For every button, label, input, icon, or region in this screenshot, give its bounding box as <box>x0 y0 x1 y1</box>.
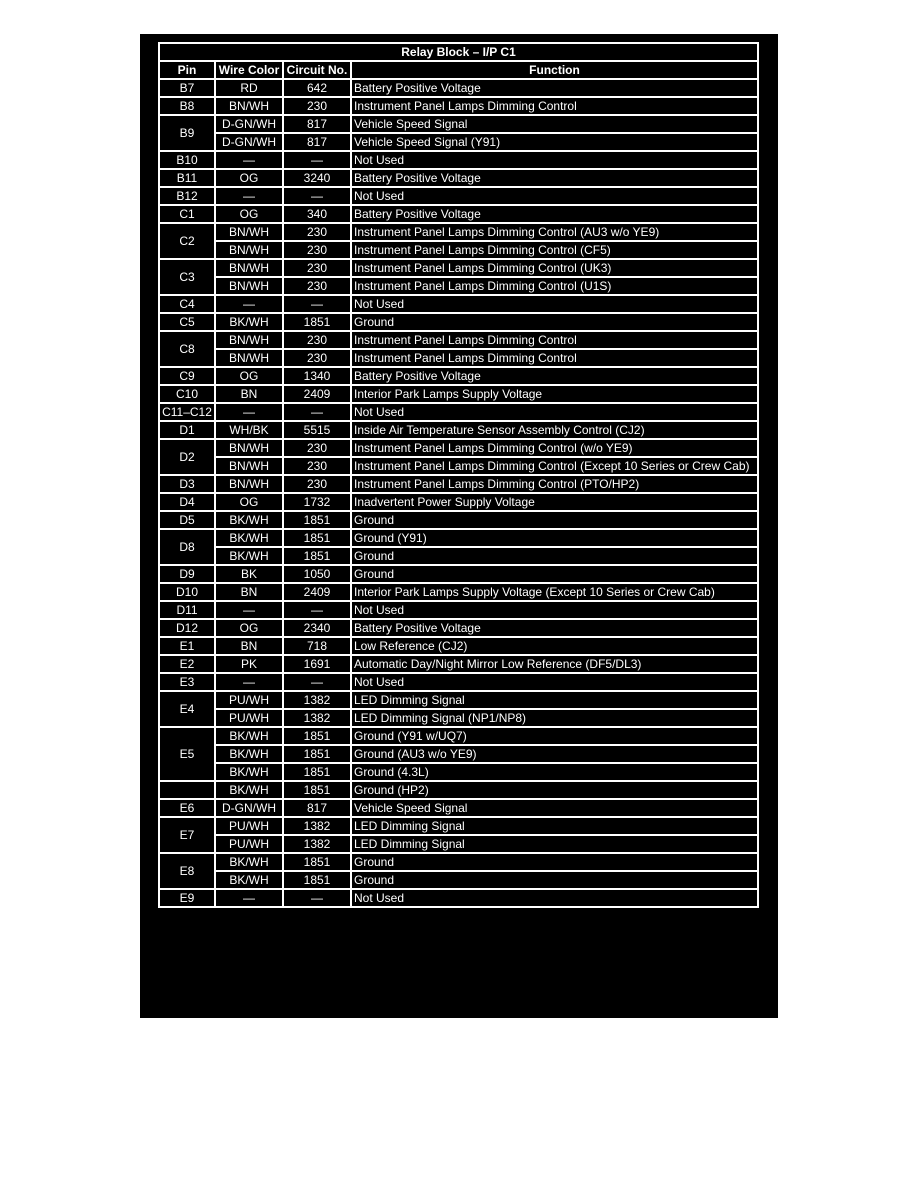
wire-color-cell: BN/WH <box>215 439 283 457</box>
pin-cell: C3 <box>159 259 215 295</box>
circuit-number-cell: 817 <box>283 115 351 133</box>
wire-color-cell: PU/WH <box>215 709 283 727</box>
pin-cell: E5 <box>159 727 215 781</box>
table-row <box>159 115 758 133</box>
function-cell: Not Used <box>351 295 758 313</box>
circuit-number-cell: — <box>283 187 351 205</box>
table-row <box>159 529 758 547</box>
wire-color-cell: — <box>215 673 283 691</box>
pin-cell: B10 <box>159 151 215 169</box>
wire-color-cell: BK/WH <box>215 511 283 529</box>
table-row <box>159 133 758 151</box>
wire-color-cell: BK/WH <box>215 727 283 745</box>
circuit-number-cell: 1382 <box>283 835 351 853</box>
circuit-number-cell: 2340 <box>283 619 351 637</box>
pin-cell <box>159 781 215 799</box>
circuit-number-cell: 230 <box>283 349 351 367</box>
function-cell: Not Used <box>351 601 758 619</box>
wire-color-cell: BN/WH <box>215 457 283 475</box>
wire-color-cell: BK <box>215 565 283 583</box>
function-cell: Ground <box>351 511 758 529</box>
table-body <box>159 79 758 907</box>
pin-cell: E6 <box>159 799 215 817</box>
circuit-number-cell: 1340 <box>283 367 351 385</box>
function-cell: Battery Positive Voltage <box>351 169 758 187</box>
table-row <box>159 763 758 781</box>
function-cell: Instrument Panel Lamps Dimming Control (PTO/HP2) <box>351 475 758 493</box>
wire-color-cell: BK/WH <box>215 547 283 565</box>
table-row <box>159 673 758 691</box>
pin-cell: C9 <box>159 367 215 385</box>
table-row <box>159 205 758 223</box>
function-cell: Instrument Panel Lamps Dimming Control (U1S) <box>351 277 758 295</box>
function-cell: Ground (4.3L) <box>351 763 758 781</box>
circuit-number-cell: 230 <box>283 277 351 295</box>
wire-color-cell: RD <box>215 79 283 97</box>
circuit-number-cell: 1382 <box>283 817 351 835</box>
table-row <box>159 259 758 277</box>
wire-color-cell: BN/WH <box>215 259 283 277</box>
function-cell: Instrument Panel Lamps Dimming Control (AU3 w/o YE9) <box>351 223 758 241</box>
circuit-number-cell: 1382 <box>283 709 351 727</box>
function-cell: Ground (HP2) <box>351 781 758 799</box>
function-cell: Ground <box>351 547 758 565</box>
pin-cell: C8 <box>159 331 215 367</box>
circuit-number-cell: 1050 <box>283 565 351 583</box>
pin-cell: B7 <box>159 79 215 97</box>
pin-cell: D3 <box>159 475 215 493</box>
table-row <box>159 223 758 241</box>
function-cell: Instrument Panel Lamps Dimming Control <box>351 97 758 115</box>
function-cell: Inadvertent Power Supply Voltage <box>351 493 758 511</box>
pin-cell: D1 <box>159 421 215 439</box>
function-cell: Vehicle Speed Signal <box>351 115 758 133</box>
wire-color-cell: PU/WH <box>215 835 283 853</box>
table-row <box>159 277 758 295</box>
wire-color-cell: BN <box>215 583 283 601</box>
function-cell: Ground <box>351 871 758 889</box>
table-row <box>159 385 758 403</box>
table-row <box>159 169 758 187</box>
table-row <box>159 421 758 439</box>
table-row <box>159 493 758 511</box>
function-cell: LED Dimming Signal <box>351 817 758 835</box>
table-row <box>159 511 758 529</box>
circuit-number-cell: 230 <box>283 223 351 241</box>
function-cell: Ground (AU3 w/o YE9) <box>351 745 758 763</box>
table-row <box>159 583 758 601</box>
function-cell: Battery Positive Voltage <box>351 619 758 637</box>
table-row <box>159 781 758 799</box>
function-cell: Instrument Panel Lamps Dimming Control (UK3) <box>351 259 758 277</box>
function-cell: Automatic Day/Night Mirror Low Reference (DF5/DL3) <box>351 655 758 673</box>
circuit-number-cell: 2409 <box>283 583 351 601</box>
header-function: Function <box>351 61 758 79</box>
wire-color-cell: PK <box>215 655 283 673</box>
pin-cell: E1 <box>159 637 215 655</box>
wire-color-cell: — <box>215 889 283 907</box>
table-row <box>159 727 758 745</box>
wire-color-cell: BK/WH <box>215 853 283 871</box>
function-cell: Not Used <box>351 889 758 907</box>
pin-cell: E7 <box>159 817 215 853</box>
table-row <box>159 457 758 475</box>
wire-color-cell: D-GN/WH <box>215 115 283 133</box>
title-row <box>159 43 758 61</box>
circuit-number-cell: 230 <box>283 331 351 349</box>
wire-color-cell: BN/WH <box>215 277 283 295</box>
table-row <box>159 889 758 907</box>
wire-color-cell: WH/BK <box>215 421 283 439</box>
wire-color-cell: — <box>215 151 283 169</box>
wire-color-cell: BK/WH <box>215 529 283 547</box>
wire-color-cell: BN/WH <box>215 349 283 367</box>
circuit-number-cell: 3240 <box>283 169 351 187</box>
circuit-number-cell: 230 <box>283 439 351 457</box>
function-cell: Instrument Panel Lamps Dimming Control (Except 10 Series or Crew Cab) <box>351 457 758 475</box>
pin-cell: D10 <box>159 583 215 601</box>
circuit-number-cell: 1382 <box>283 691 351 709</box>
function-cell: Interior Park Lamps Supply Voltage (Except 10 Series or Crew Cab) <box>351 583 758 601</box>
circuit-number-cell: 1851 <box>283 763 351 781</box>
table-row <box>159 691 758 709</box>
table-row <box>159 439 758 457</box>
pin-cell: C11–C12 <box>159 403 215 421</box>
table-row <box>159 151 758 169</box>
pin-cell: D9 <box>159 565 215 583</box>
circuit-number-cell: — <box>283 295 351 313</box>
table-row <box>159 331 758 349</box>
function-cell: Interior Park Lamps Supply Voltage <box>351 385 758 403</box>
pin-cell: E2 <box>159 655 215 673</box>
circuit-number-cell: — <box>283 673 351 691</box>
table-row <box>159 655 758 673</box>
table-row <box>159 637 758 655</box>
function-cell: Vehicle Speed Signal <box>351 799 758 817</box>
function-cell: Not Used <box>351 187 758 205</box>
function-cell: Battery Positive Voltage <box>351 367 758 385</box>
pin-cell: D5 <box>159 511 215 529</box>
circuit-number-cell: 5515 <box>283 421 351 439</box>
pin-cell: E9 <box>159 889 215 907</box>
header-row <box>159 61 758 79</box>
pin-cell: B11 <box>159 169 215 187</box>
table-row <box>159 817 758 835</box>
wire-color-cell: BK/WH <box>215 871 283 889</box>
function-cell: Ground (Y91) <box>351 529 758 547</box>
wire-color-cell: — <box>215 187 283 205</box>
table-row <box>159 619 758 637</box>
wire-color-cell: OG <box>215 493 283 511</box>
circuit-number-cell: 642 <box>283 79 351 97</box>
function-cell: Ground (Y91 w/UQ7) <box>351 727 758 745</box>
wire-color-cell: OG <box>215 169 283 187</box>
circuit-number-cell: — <box>283 889 351 907</box>
wire-color-cell: D-GN/WH <box>215 133 283 151</box>
table-row <box>159 799 758 817</box>
function-cell: Instrument Panel Lamps Dimming Control <box>351 349 758 367</box>
table-row <box>159 835 758 853</box>
circuit-number-cell: 1851 <box>283 511 351 529</box>
table-row <box>159 187 758 205</box>
table-row <box>159 853 758 871</box>
function-cell: LED Dimming Signal <box>351 835 758 853</box>
circuit-number-cell: 230 <box>283 97 351 115</box>
function-cell: LED Dimming Signal <box>351 691 758 709</box>
pin-cell: D2 <box>159 439 215 475</box>
wire-color-cell: — <box>215 601 283 619</box>
circuit-number-cell: 1851 <box>283 313 351 331</box>
wire-color-cell: BK/WH <box>215 745 283 763</box>
circuit-number-cell: 1732 <box>283 493 351 511</box>
wire-color-cell: OG <box>215 205 283 223</box>
circuit-number-cell: 2409 <box>283 385 351 403</box>
function-cell: Instrument Panel Lamps Dimming Control (CF5) <box>351 241 758 259</box>
function-cell: Low Reference (CJ2) <box>351 637 758 655</box>
pin-cell: C1 <box>159 205 215 223</box>
pin-cell: E3 <box>159 673 215 691</box>
function-cell: Vehicle Speed Signal (Y91) <box>351 133 758 151</box>
circuit-number-cell: — <box>283 601 351 619</box>
circuit-number-cell: — <box>283 151 351 169</box>
pin-cell: B9 <box>159 115 215 151</box>
circuit-number-cell: 1851 <box>283 853 351 871</box>
header-wire-color: Wire Color <box>215 61 283 79</box>
wire-color-cell: BN <box>215 385 283 403</box>
table-row <box>159 601 758 619</box>
pin-cell: C4 <box>159 295 215 313</box>
pin-cell: D12 <box>159 619 215 637</box>
wire-color-cell: BN <box>215 637 283 655</box>
function-cell: Ground <box>351 313 758 331</box>
pin-cell: D11 <box>159 601 215 619</box>
pin-cell: B12 <box>159 187 215 205</box>
pin-cell: C5 <box>159 313 215 331</box>
wire-color-cell: BN/WH <box>215 241 283 259</box>
circuit-number-cell: 1851 <box>283 727 351 745</box>
circuit-number-cell: 1851 <box>283 529 351 547</box>
table-row <box>159 97 758 115</box>
table-row <box>159 313 758 331</box>
table-row <box>159 79 758 97</box>
circuit-number-cell: 1851 <box>283 745 351 763</box>
pin-cell: B8 <box>159 97 215 115</box>
function-cell: Battery Positive Voltage <box>351 205 758 223</box>
circuit-number-cell: 817 <box>283 799 351 817</box>
function-cell: Not Used <box>351 403 758 421</box>
wire-color-cell: BN/WH <box>215 331 283 349</box>
circuit-number-cell: 1851 <box>283 781 351 799</box>
table-row <box>159 241 758 259</box>
circuit-number-cell: 817 <box>283 133 351 151</box>
table-row <box>159 547 758 565</box>
header-circuit-no: Circuit No. <box>283 61 351 79</box>
connector-pin-table <box>158 42 759 908</box>
circuit-number-cell: 1691 <box>283 655 351 673</box>
document-panel <box>140 34 778 1018</box>
wire-color-cell: BK/WH <box>215 781 283 799</box>
circuit-number-cell: 230 <box>283 241 351 259</box>
wire-color-cell: BN/WH <box>215 223 283 241</box>
function-cell: Instrument Panel Lamps Dimming Control (w/o YE9) <box>351 439 758 457</box>
table-row <box>159 403 758 421</box>
pin-cell: C10 <box>159 385 215 403</box>
table-row <box>159 871 758 889</box>
function-cell: Not Used <box>351 151 758 169</box>
table-row <box>159 367 758 385</box>
table-row <box>159 709 758 727</box>
function-cell: Not Used <box>351 673 758 691</box>
wire-color-cell: D-GN/WH <box>215 799 283 817</box>
circuit-number-cell: 1851 <box>283 547 351 565</box>
header-pin: Pin <box>159 61 215 79</box>
pin-cell: E4 <box>159 691 215 727</box>
table-title: Relay Block – I/P C1 <box>159 43 758 61</box>
pin-cell: D8 <box>159 529 215 565</box>
wire-color-cell: PU/WH <box>215 817 283 835</box>
table-row <box>159 565 758 583</box>
function-cell: Battery Positive Voltage <box>351 79 758 97</box>
circuit-number-cell: — <box>283 403 351 421</box>
table-row <box>159 745 758 763</box>
wire-color-cell: PU/WH <box>215 691 283 709</box>
wire-color-cell: OG <box>215 367 283 385</box>
wire-color-cell: — <box>215 295 283 313</box>
pin-cell: E8 <box>159 853 215 889</box>
wire-color-cell: BN/WH <box>215 475 283 493</box>
table-row <box>159 295 758 313</box>
wire-color-cell: BK/WH <box>215 313 283 331</box>
function-cell: Instrument Panel Lamps Dimming Control <box>351 331 758 349</box>
circuit-number-cell: 230 <box>283 475 351 493</box>
table-row <box>159 475 758 493</box>
wire-color-cell: BK/WH <box>215 763 283 781</box>
circuit-number-cell: 340 <box>283 205 351 223</box>
circuit-number-cell: 1851 <box>283 871 351 889</box>
pin-cell: C2 <box>159 223 215 259</box>
pin-cell: D4 <box>159 493 215 511</box>
circuit-number-cell: 230 <box>283 457 351 475</box>
wire-color-cell: BN/WH <box>215 97 283 115</box>
wire-color-cell: — <box>215 403 283 421</box>
function-cell: LED Dimming Signal (NP1/NP8) <box>351 709 758 727</box>
function-cell: Ground <box>351 853 758 871</box>
table-row <box>159 349 758 367</box>
circuit-number-cell: 230 <box>283 259 351 277</box>
function-cell: Ground <box>351 565 758 583</box>
function-cell: Inside Air Temperature Sensor Assembly Control (CJ2) <box>351 421 758 439</box>
wire-color-cell: OG <box>215 619 283 637</box>
circuit-number-cell: 718 <box>283 637 351 655</box>
